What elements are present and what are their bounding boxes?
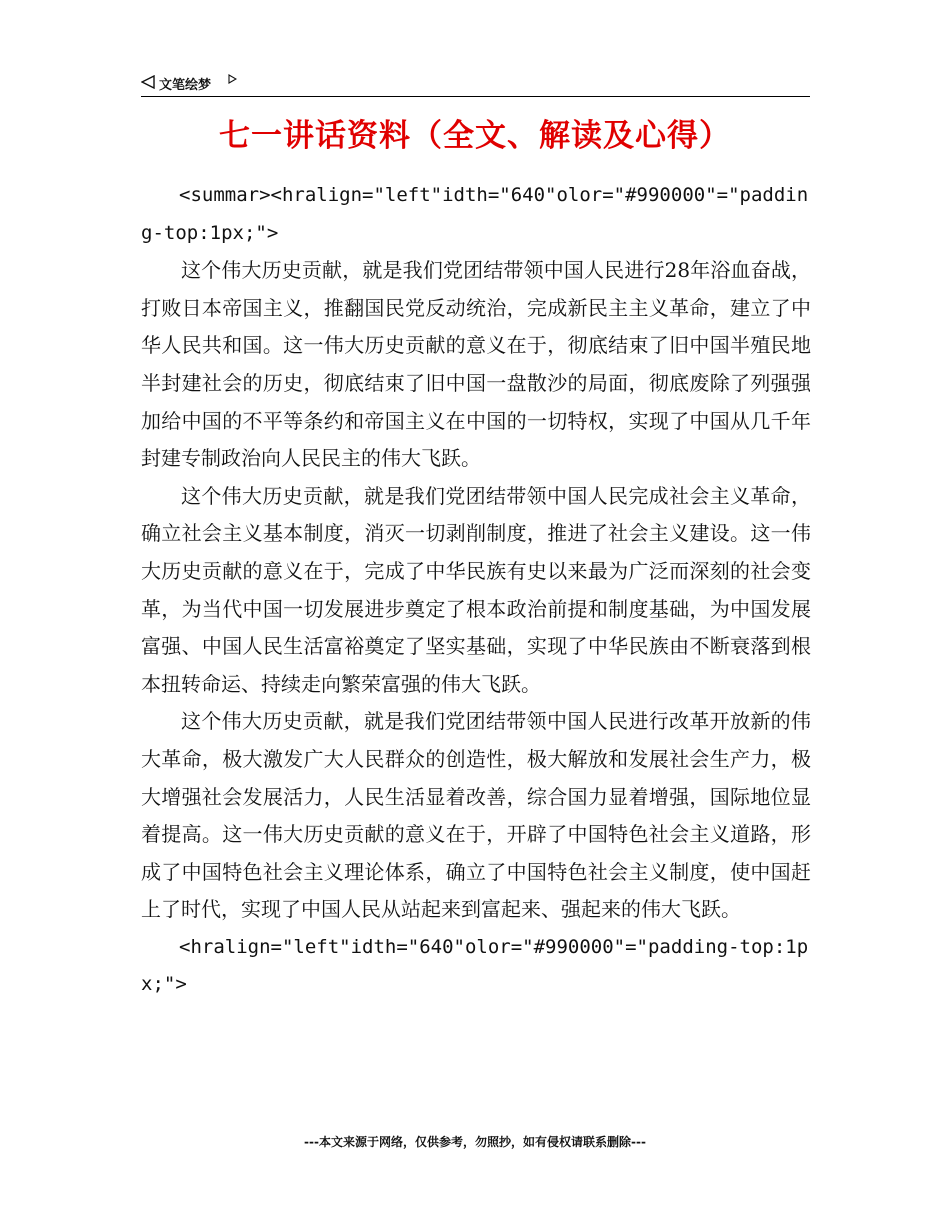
body-paragraph: 这个伟大历史贡献，就是我们党团结带领中国人民进行28年浴血奋战，打败日本帝国主义，推翻国民党反动统治，完成新民主主义革命，建立了中华人民共和国。这一伟大历史贡献的意义在于，彻底结束了旧中国半殖民地半封建社会的历史，彻底结束了旧中国一盘散沙的局面，彻底废除了列强强加给中国的不平等条约和帝国主义在中国的一切特权，实现了中国从几千年封建专制政治向人民民主的伟大飞跃。 (141, 258, 811, 471)
page-header (141, 72, 810, 97)
triangle-right-icon (228, 74, 237, 84)
document-body (141, 177, 811, 1004)
triangle-left-icon (141, 75, 155, 89)
page-footer: ---本文来源于网络，仅供参考，勿照抄，如有侵权请联系删除--- (304, 1135, 646, 1149)
document-title: 七一讲话资料（全文、解读及心得） (219, 118, 731, 154)
code-paragraph: <summar><hralign="left"idth="640"olor="#990000"="padding-top:1px;"> (141, 184, 809, 244)
body-paragraph: 这个伟大历史贡献，就是我们党团结带领中国人民完成社会主义革命，确立社会主义基本制度，消灭一切剥削制度，推进了社会主义建设。这一伟大历史贡献的意义在于，完成了中华民族有史以来最为广泛而深刻的社会变革，为当代中国一切发展进步奠定了根本政治前提和制度基础，为中国发展富强、中国人民生活富裕奠定了坚实基础，实现了中华民族由不断衰落到根本扭转命运、持续走向繁荣富强的伟大飞跃。 (141, 483, 811, 696)
header-brand: 文笔绘梦 (159, 78, 212, 93)
code-paragraph: <hralign="left"idth="640"olor="#990000"="padding-top:1px;"> (141, 935, 809, 996)
body-paragraph: 这个伟大历史贡献，就是我们党团结带领中国人民进行改革开放新的伟大革命，极大激发广大人民群众的创造性，极大解放和发展社会生产力，极大增强社会发展活力，人民生活显着改善，综合国力显着增强，国际地位显着提高。这一伟大历史贡献的意义在于，开辟了中国特色社会主义道路，形成了中国特色社会主义理论体系，确立了中国特色社会主义制度，使中国赶上了时代，实现了中国人民从站起来到富起来、强起来的伟大飞跃。 (141, 709, 811, 922)
